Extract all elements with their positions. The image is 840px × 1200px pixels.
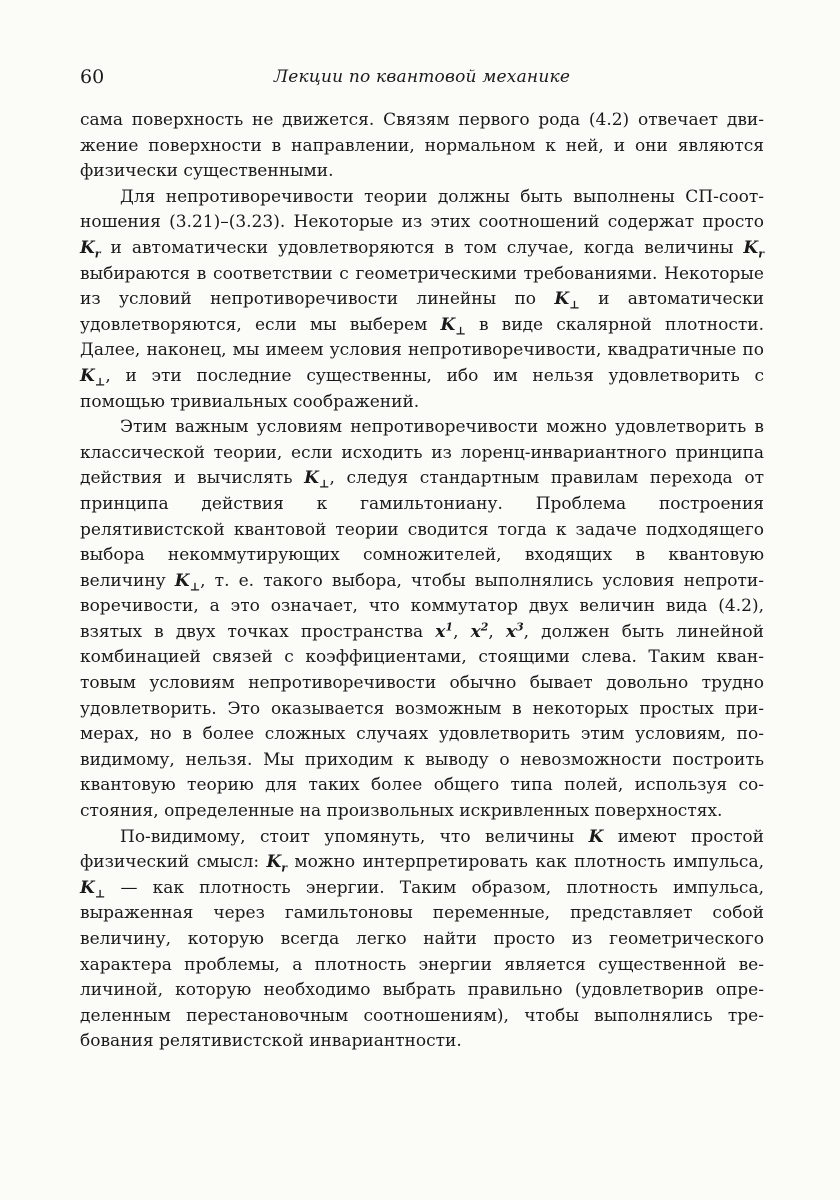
paragraph-2 [80,185,764,415]
text-run: , должен быть линейной комбинацией связей с коэффициентами, стоящими слева. Таким квантовым условиям непротиворечивости обычно бывает довольно трудно удовлетворить. Это оказывается возможным в некоторых простых примерах, но в более сложных случаях удовлетворить этим условиям, повидимому, нельзя. Мы приходим к выводу о невозможности построить квантовую теорию для таких более общего типа полей, используя состояния, определенные на произвольных искривленных поверхностях. [80,621,764,822]
symbol-K-perp: $K_\perp$ [174,570,201,594]
text-run: Этим важным условиям непротиворечивости можно удовлетворить в классической теории, если исходить из лоренц-инвариантного принципа действия и вычислять [80,417,764,489]
text-run: и автоматически удовлетворяются в том случае, когда величины [100,237,744,258]
text-run: , следуя стандартным правилам перехода от принципа действия к гамильтониану. Проблема построения релятивистской квантовой теории сводится тогда к задаче подходящего выбора некоммутирующих сомножителей, входящих в квантовую величину [80,468,765,591]
text-run: , [488,621,506,642]
paragraph-4 [80,825,764,1055]
symbol-K-perp: $K_\perp$ [554,289,580,312]
text-run: , и эти последние существенны, ибо им нельзя удовлетворить с помощью тривиальных соображений. [80,365,764,412]
paragraph-3 [80,415,764,825]
symbol-x2: $x^2$ [470,620,489,642]
paragraph-1 [80,108,764,185]
text-run: сама поверхность не движется. Связям первого рода (4.2) отвечает движение поверхности в направлении, нормальном к ней, и они являются физически существенными. [80,110,764,182]
text-run: можно интерпретировать как плотность импульса, [287,852,764,873]
symbol-K-r: $K_r$ [266,852,288,875]
symbol-K-r: $K_r$ [743,237,764,261]
text-run: в виде скалярной плотности. Далее, наконец, мы имеем условия непротиворечивости, квадратичные по [80,314,764,361]
symbol-x1: $x^1$ [435,620,454,642]
running-title: Лекции по квантовой механике [273,67,571,87]
symbol-K-perp: $K_\perp$ [80,877,106,901]
body-text [80,108,764,1055]
text-run: По-видимому, стоит упомянуть, что величины [120,826,589,847]
symbol-K-r: $K_r$ [80,237,101,261]
text-run: Для непротиворечивости теории должны быть выполнены СП-соотношения (3.21)–(3.23). Некоторые из этих соотношений содержат просто [80,186,764,233]
symbol-K-perp: $K_\perp$ [440,314,466,338]
symbol-x3: $x^3$ [505,620,524,642]
symbol-K: K [588,826,604,847]
text-run: выбираются в соответствии с геометрическими требованиями. Некоторые из условий непротиворечивости линейны по [80,263,764,310]
text-run: , т. е. такого выбора, чтобы выполнялись условия непротиворечивости, а это означает, что коммутатор двух величин вида (4.2), взятых в двух точках пространства [80,570,764,642]
page-number: 60 [80,66,105,88]
text-run: и автоматически удовлетворяются, если мы выберем [80,289,764,335]
text-run: — как плотность энергии. Таким образом, плотность импульса, выраженная через гамильтоновы переменные, представляет собой величину, которую всегда легко найти просто из геометрического характера проблемы, а плотность энергии является существенной величиной, которую необходимо выбрать правильно (удовлетворив определенным перестановочным соотношениям), чтобы выполнялись требования релятивистской инвариантности. [80,877,764,1052]
symbol-K-perp: $K_\perp$ [304,468,330,491]
symbol-K-perp: $K_\perp$ [80,365,106,389]
text-run: , [453,621,471,642]
running-head [80,66,764,92]
text-run: имеют простой физический смысл: [80,826,764,873]
